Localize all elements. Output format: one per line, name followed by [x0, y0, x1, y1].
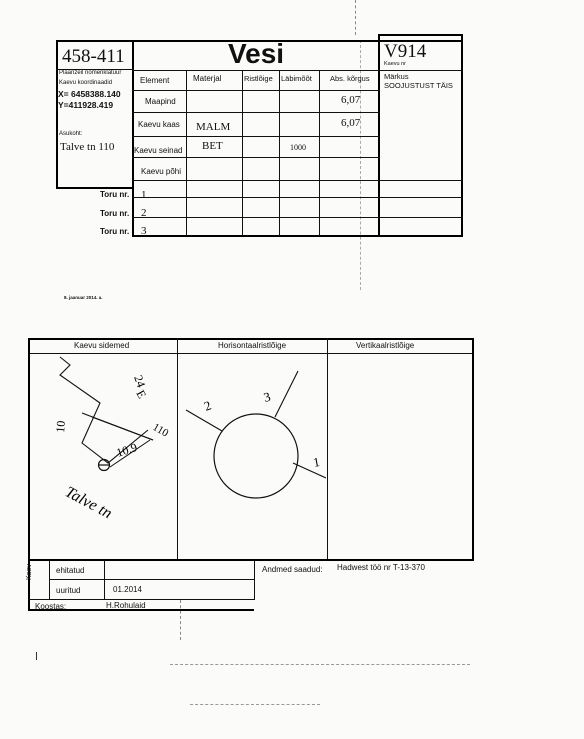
- handwritten-10-9: 10.9: [114, 440, 139, 460]
- pipe-label-1: 1: [311, 454, 321, 470]
- planset-label: Plaanzeil nomenklatuur: [59, 70, 122, 76]
- well-id: V914: [384, 41, 427, 62]
- col-header-material: Materjal: [193, 74, 222, 83]
- pipe-label-3: 3: [261, 388, 273, 405]
- data-source-value: Hadwest töö nr T-13-370: [337, 563, 425, 572]
- row-element: Kaevu põhi: [141, 167, 182, 176]
- handwritten-note: [53, 373, 171, 522]
- scan-artifact-line: [190, 704, 320, 706]
- pipe-number: 1: [141, 189, 147, 201]
- scan-artifact-mark: [36, 652, 37, 660]
- handwritten-e: E: [133, 387, 150, 401]
- well-id-label: Kaevu nr: [384, 61, 407, 67]
- handwritten-street: Talve tn: [62, 483, 115, 523]
- pipe-label: Toru nr.: [100, 190, 130, 199]
- row-element: Kaevu kaas: [138, 120, 180, 129]
- col-header-diameter: Läbimõõt: [281, 74, 312, 83]
- scan-artifact-line: [355, 0, 357, 35]
- row-diameter: 1000: [290, 143, 306, 152]
- pipe-label-2: 2: [201, 397, 214, 414]
- row-material: MALM: [196, 121, 231, 133]
- card-title: Vesi: [228, 38, 285, 69]
- row-element: Kaevu seinad: [134, 146, 183, 155]
- col-header-element: Element: [140, 76, 170, 85]
- measured-label: uuritud: [56, 586, 81, 595]
- well-ties-sketch: [30, 355, 176, 555]
- row-element: Maapind: [145, 97, 176, 106]
- row-material: BET: [202, 140, 223, 152]
- section-label-vertical: Vertikaalristlõige: [356, 341, 415, 350]
- pipe-number: 3: [141, 225, 147, 237]
- pipe-label: Toru nr.: [100, 209, 130, 218]
- measured-value: 01.2014: [113, 585, 142, 594]
- location-value: Talve tn 110: [60, 141, 115, 153]
- pipe-number: 2: [141, 207, 147, 219]
- scan-artifact-line: [180, 600, 182, 640]
- section-label-horizontal: Horisontaalristlõige: [218, 341, 287, 350]
- pipe-label: Toru nr.: [100, 227, 130, 236]
- x-coordinate: X= 6458388.140: [58, 89, 121, 99]
- remarks-value: SOOJUSTUST TÄIS: [384, 81, 453, 90]
- col-header-elevation: Abs. kõrgus: [330, 74, 370, 83]
- location-label: Asukoht:: [59, 131, 83, 137]
- handwritten-24: 24: [131, 373, 149, 390]
- coord-label: Kaevu koordinaadid: [59, 80, 113, 86]
- section-label-ties: Kaevu sidemed: [74, 341, 130, 350]
- row-elevation: 6,07: [341, 94, 361, 106]
- handwritten-10: 10: [53, 420, 69, 434]
- plan-number: 458-411: [62, 46, 125, 67]
- data-source-label: Andmed saadud:: [262, 565, 323, 574]
- col-header-cross: Ristlõige: [244, 74, 273, 83]
- date-stamp: 8. jaanuar 2014. a.: [64, 295, 103, 300]
- row-elevation: 6,07: [341, 117, 361, 129]
- y-coordinate: Y=411928.419: [58, 100, 114, 110]
- compiled-value: H.Rohulaid: [106, 601, 146, 610]
- scan-artifact-line: [170, 664, 470, 666]
- horizontal-section-sketch: [178, 355, 326, 555]
- compiled-label: Koostas:: [35, 602, 67, 611]
- built-label: ehitatud: [56, 566, 85, 575]
- handwritten-110: 110: [150, 421, 171, 440]
- footer-side-label: Kaev: [26, 564, 33, 580]
- remarks-label: Märkus: [384, 72, 409, 81]
